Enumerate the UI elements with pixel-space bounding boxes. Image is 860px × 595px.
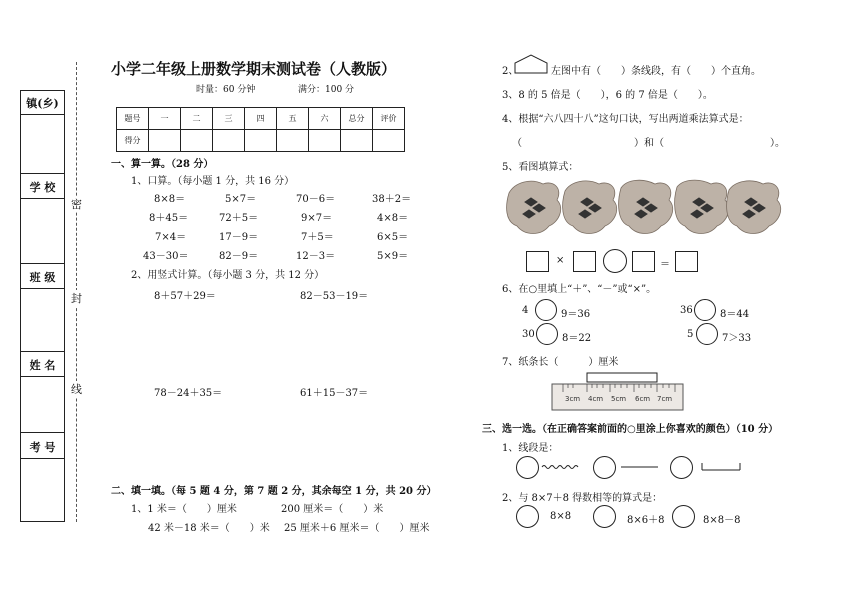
oral-item: 4×8＝: [377, 213, 409, 224]
choice-option: 8×8: [550, 511, 572, 522]
exam-time: 时量：60 分钟: [196, 85, 256, 95]
operator-circle[interactable]: [603, 249, 627, 273]
ruler-figure: [551, 372, 685, 412]
q6-left: 5: [687, 329, 694, 340]
section2-q3: 3、8 的 5 倍是（ ），6 的 7 倍是（ ）。: [502, 90, 713, 101]
score-input-cell[interactable]: [181, 130, 213, 152]
score-input-cell[interactable]: [245, 130, 277, 152]
score-table: [116, 107, 405, 152]
score-header-cell: 三: [213, 108, 245, 130]
ruler-tick-label: 3cm: [565, 395, 581, 403]
score-header-cell: 一: [149, 108, 181, 130]
section2-q4-and: ）和（: [634, 138, 664, 149]
score-header-cell: 总分: [341, 108, 373, 130]
section2-q1a: 1、1 米＝（ ）厘米: [131, 504, 237, 515]
id-label: 考 号: [29, 441, 56, 454]
section2-q5: 5、看图填算式：: [502, 162, 579, 173]
oral-item: 7＋5＝: [301, 232, 334, 243]
section3-q2: 2、与 8×7＋8 得数相等的算式是：: [502, 493, 663, 504]
town-label: 镇(乡): [26, 97, 59, 110]
answer-box[interactable]: [573, 251, 596, 272]
seal-char-mi: 密: [71, 198, 82, 211]
choice-circle[interactable]: [516, 505, 539, 528]
section2-q4-close: ）。: [770, 138, 785, 149]
town-cell: [21, 91, 64, 115]
operator-circle[interactable]: [694, 299, 716, 321]
section2-q1d: 25 厘米＋6 厘米＝（ ）厘米: [284, 523, 430, 534]
q6-left: 30: [522, 329, 535, 340]
score-input-cell[interactable]: [213, 130, 245, 152]
q6-right: 7＞33: [722, 333, 752, 344]
choice-option: 8×8－8: [703, 515, 741, 526]
oral-item: 6×5＝: [377, 232, 409, 243]
wavy-line-option: [541, 463, 581, 471]
leaf-bug-pictures: [505, 178, 785, 240]
oral-item: 7×4＝: [155, 232, 187, 243]
name-cell: [21, 352, 64, 377]
ray-line-option: [620, 464, 660, 470]
score-header-cell: 评价: [373, 108, 405, 130]
page-title: 小学二年级上册数学期末测试卷（人教版）: [111, 60, 397, 78]
segment-line-option: [700, 460, 742, 472]
class-cell: [21, 264, 64, 289]
section2-title: 二、填一填。（每 5 题 4 分，第 7 题 2 分，其余每空 1 分，共 20 分）: [111, 486, 437, 497]
choice-circle[interactable]: [516, 456, 539, 479]
operator-circle[interactable]: [535, 299, 557, 321]
choice-circle[interactable]: [670, 456, 693, 479]
ruler-tick-label: 7cm: [657, 395, 673, 403]
score-header-cell: 题号: [117, 108, 149, 130]
section3-title: 三、选一选。（在正确答案前面的○里涂上你喜欢的颜色）（10 分）: [482, 424, 779, 435]
q6-right: 8＝44: [720, 309, 750, 320]
choice-circle[interactable]: [593, 456, 616, 479]
section2-q1b: 200 厘米＝（ ）米: [281, 504, 384, 515]
score-input-cell[interactable]: [277, 130, 309, 152]
oral-item: 8＋45＝: [149, 213, 189, 224]
section2-q4-open: （: [512, 138, 522, 149]
vertical-calc-item: 8＋57＋29＝: [154, 291, 216, 302]
score-header-cell: 二: [181, 108, 213, 130]
ruler-tick-label: 4cm: [588, 395, 604, 403]
section2-q1c: 42 米－18 米＝（ ）米: [148, 523, 270, 534]
score-table-header-row: [117, 108, 405, 130]
id-cell: [21, 433, 64, 459]
choice-circle[interactable]: [593, 505, 616, 528]
section2-q7: 7、纸条长（ ）厘米: [502, 357, 619, 368]
q6-left: 4: [522, 305, 529, 316]
q6-right: 8＝22: [562, 333, 592, 344]
score-input-cell[interactable]: [309, 130, 341, 152]
score-input-cell[interactable]: [373, 130, 405, 152]
section1-q1: 1、口算。（每小题 1 分，共 16 分）: [131, 176, 295, 187]
oral-item: 5×7＝: [225, 194, 257, 205]
section2-q6: 6、在○里填上“＋”、“－”或“×”。: [502, 284, 657, 295]
name-label: 姓 名: [29, 359, 56, 372]
section2-q2-text: 左图中有（ ）条线段，有（ ）个直角。: [551, 66, 761, 77]
oral-item: 43－30＝: [143, 251, 189, 262]
school-input[interactable]: [21, 199, 64, 264]
answer-box[interactable]: [675, 251, 698, 272]
vertical-calc-item: 82－53－19＝: [300, 291, 369, 302]
section1-title: 一、算一算。（28 分）: [111, 159, 214, 170]
vertical-calc-item: 78－24＋35＝: [154, 388, 223, 399]
oral-item: 5×9＝: [377, 251, 409, 262]
oral-item: 12－3＝: [296, 251, 336, 262]
exam-full-score: 满分：100 分: [298, 85, 355, 95]
class-input[interactable]: [21, 289, 64, 352]
oral-item: 8×8＝: [154, 194, 186, 205]
oral-item: 72＋5＝: [219, 213, 259, 224]
answer-box[interactable]: [632, 251, 655, 272]
name-input[interactable]: [21, 377, 64, 433]
section3-q1: 1、线段是：: [502, 443, 559, 454]
school-cell: [21, 174, 64, 199]
oral-item: 38＋2＝: [372, 194, 412, 205]
seal-char-feng: 封: [71, 292, 82, 305]
binding-info-table: [20, 90, 65, 522]
choice-circle[interactable]: [672, 505, 695, 528]
section2-q4: 4、根据“六八四十八”这句口诀，写出两道乘法算式是：: [502, 114, 749, 125]
id-input[interactable]: [21, 459, 64, 521]
vertical-calc-item: 61＋15－37＝: [300, 388, 369, 399]
paper-strip: [587, 373, 657, 382]
score-header-cell: 六: [309, 108, 341, 130]
equals-sign: ＝: [660, 259, 670, 270]
seal-char-xian: 线: [71, 383, 82, 396]
town-input[interactable]: [21, 115, 64, 174]
ruler-tick-label: 5cm: [611, 395, 627, 403]
score-input-cell[interactable]: [341, 130, 373, 152]
section1-q2: 2、用竖式计算。（每小题 3 分，共 12 分）: [131, 270, 325, 281]
q6-left: 36: [680, 305, 693, 316]
section2-q2-number: 2、: [502, 66, 519, 77]
pentagon-figure: [514, 54, 548, 74]
score-header-cell: 四: [245, 108, 277, 130]
operator-circle[interactable]: [696, 323, 718, 345]
class-label: 班 级: [29, 271, 56, 284]
answer-box[interactable]: [526, 251, 549, 272]
oral-item: 9×7＝: [301, 213, 333, 224]
school-label: 学 校: [29, 181, 56, 194]
score-header-cell: 五: [277, 108, 309, 130]
q6-right: 9＝36: [561, 309, 591, 320]
ruler-tick-label: 6cm: [635, 395, 651, 403]
choice-option: 8×6＋8: [627, 515, 665, 526]
times-sign: ×: [556, 255, 565, 266]
oral-item: 82－9＝: [219, 251, 259, 262]
operator-circle[interactable]: [536, 323, 558, 345]
score-table-score-row: [117, 130, 405, 152]
oral-item: 70－6＝: [296, 194, 336, 205]
oral-item: 17－9＝: [219, 232, 259, 243]
score-row-label: 得分: [117, 130, 149, 152]
score-input-cell[interactable]: [149, 130, 181, 152]
